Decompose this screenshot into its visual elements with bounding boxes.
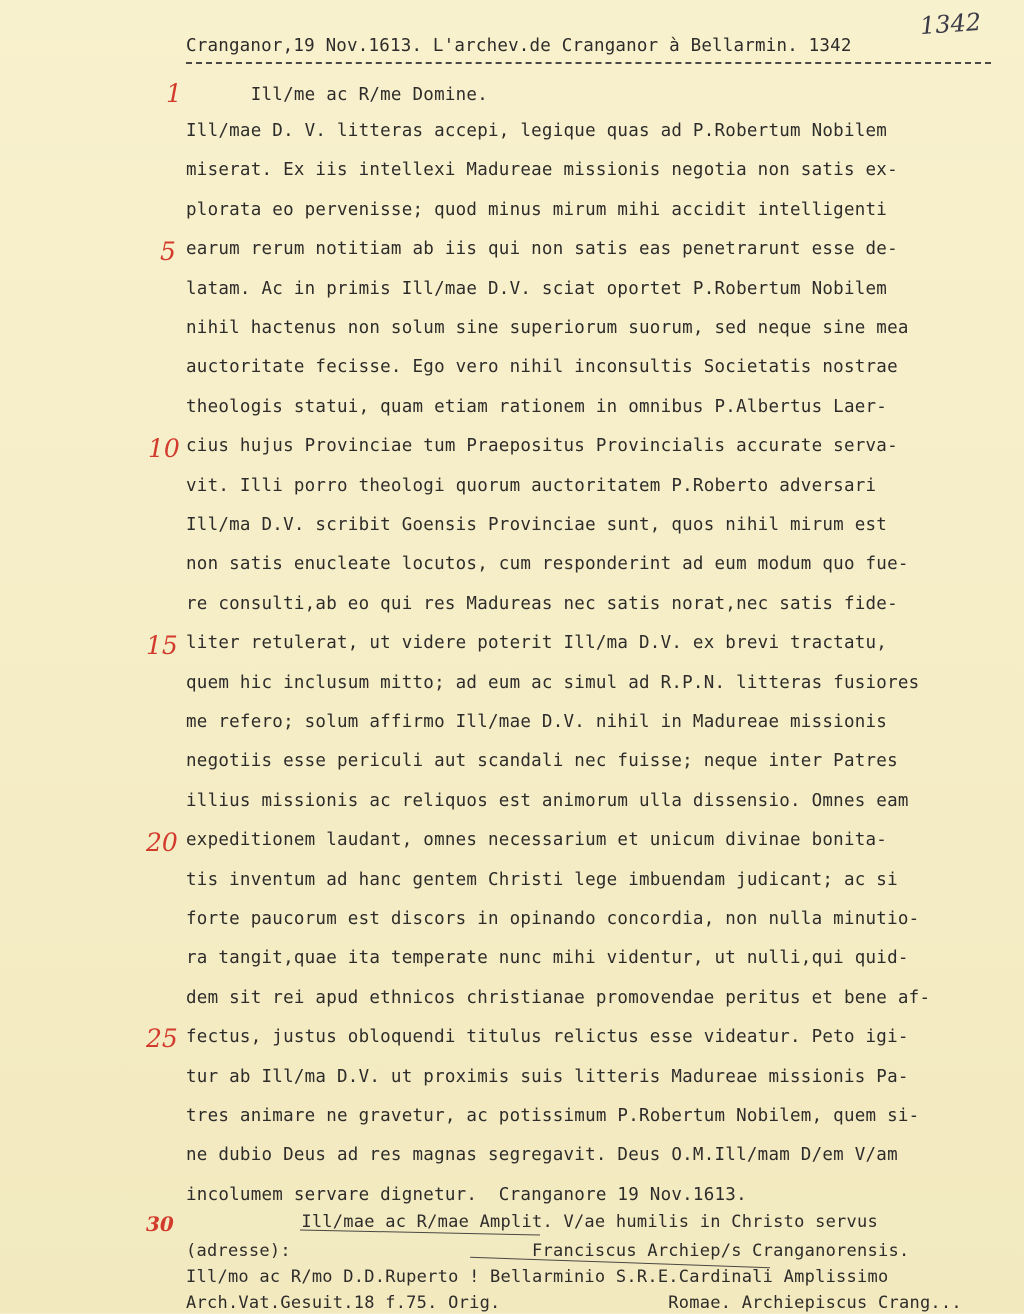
text-line: vit. Illi porro theologi quorum auctoritatem P.Roberto adversari <box>186 476 877 496</box>
handwritten-folio-number: 1342 <box>919 7 982 41</box>
text-line: me refero; solum affirmo Ill/mae D.V. nihil in Madureae missionis <box>186 712 888 732</box>
closing-line: (adresse): Franciscus Archiep/s Cranganorensis. <box>186 1241 910 1261</box>
text-line: non satis enucleate locutos, cum responderint ad eum modum quo fue- <box>186 554 909 574</box>
text-line: theologis statui, quam etiam rationem in omnibus P.Albertus Laer- <box>186 397 888 417</box>
text-line: plorata eo pervenisse; quod minus mirum mihi accidit intelligenti <box>186 200 888 220</box>
address-line: Ill/mo ac R/mo D.D.Ruperto ! Bellarminio S.R.E.Cardinali Amplissimo <box>186 1267 889 1287</box>
text-line: tur ab Ill/ma D.V. ut proximis suis litteris Madureae missionis Pa- <box>186 1067 909 1087</box>
text-line: dem sit rei apud ethnicos christianae promovendae peritus et bene af- <box>186 988 931 1008</box>
margin-number: 15 <box>146 631 178 660</box>
text-line: quem hic inclusum mitto; ad eum ac simul ad R.P.N. litteras fusiores <box>186 673 920 693</box>
closing-line: Ill/mae ac R/mae Amplit. V/ae humilis in Christo servus <box>186 1212 879 1232</box>
text-line: cius hujus Provinciae tum Praepositus Provincialis accurate serva- <box>186 436 898 456</box>
margin-number: 25 <box>146 1024 178 1053</box>
margin-number: 1 <box>166 79 182 108</box>
text-line: ra tangit,quae ita temperate nunc mihi videntur, ut nulli,qui quid- <box>186 948 909 968</box>
text-line: miserat. Ex iis intellexi Madureae missionis negotia non satis ex- <box>186 160 898 180</box>
document-header <box>186 36 986 56</box>
text-line: latam. Ac in primis Ill/mae D.V. sciat oportet P.Robertum Nobilem <box>186 279 888 299</box>
text-line: ne dubio Deus ad res magnas segregavit. Deus O.M.Ill/mam D/em V/am <box>186 1145 898 1165</box>
text-line: re consulti,ab eo qui res Madureas nec satis norat,nec satis fide- <box>186 594 898 614</box>
text-line: earum rerum notitiam ab iis qui non satis eas penetrarunt esse de- <box>186 239 898 259</box>
margin-number: 30 <box>146 1212 174 1236</box>
archive-reference-line: Arch.Vat.Gesuit.18 f.75. Orig. Romae. Archiepiscus Crang... <box>186 1293 962 1313</box>
text-line: Ill/me ac R/me Domine. <box>186 85 489 105</box>
text-line: expeditionem laudant, omnes necessarium et unicum divinae bonita- <box>186 830 888 850</box>
header-text: Cranganor,19 Nov.1613. L'archev.de Cranganor à Bellarmin. 1342 <box>186 36 852 56</box>
text-line: fectus, justus obloquendi titulus relictus esse videatur. Peto igi- <box>186 1027 909 1047</box>
text-line: illius missionis ac reliquos est animorum ulla dissensio. Omnes eam <box>186 791 909 811</box>
text-line: liter retulerat, ut videre poterit Ill/ma D.V. ex brevi tractatu, <box>186 633 888 653</box>
text-line: nihil hactenus non solum sine superiorum suorum, sed neque sine mea <box>186 318 909 338</box>
text-line: negotiis esse periculi aut scandali nec fuisse; neque inter Patres <box>186 751 898 771</box>
text-line: tres animare ne gravetur, ac potissimum P.Robertum Nobilem, quem si- <box>186 1106 920 1126</box>
margin-number: 20 <box>146 828 178 857</box>
header-underline <box>186 62 991 64</box>
text-line: auctoritate fecisse. Ego vero nihil inconsultis Societatis nostrae <box>186 357 898 377</box>
text-line: incolumem servare dignetur. Cranganore 19 Nov.1613. <box>186 1185 747 1205</box>
text-line: Ill/mae D. V. litteras accepi, legique quas ad P.Robertum Nobilem <box>186 121 888 141</box>
margin-number: 10 <box>148 434 180 463</box>
margin-number: 5 <box>160 237 176 266</box>
text-line: tis inventum ad hanc gentem Christi lege imbuendam judicant; ac si <box>186 870 898 890</box>
text-line: Ill/ma D.V. scribit Goensis Provinciae sunt, quos nihil mirum est <box>186 515 888 535</box>
text-line: forte paucorum est discors in opinando concordia, non nulla minutio- <box>186 909 920 929</box>
